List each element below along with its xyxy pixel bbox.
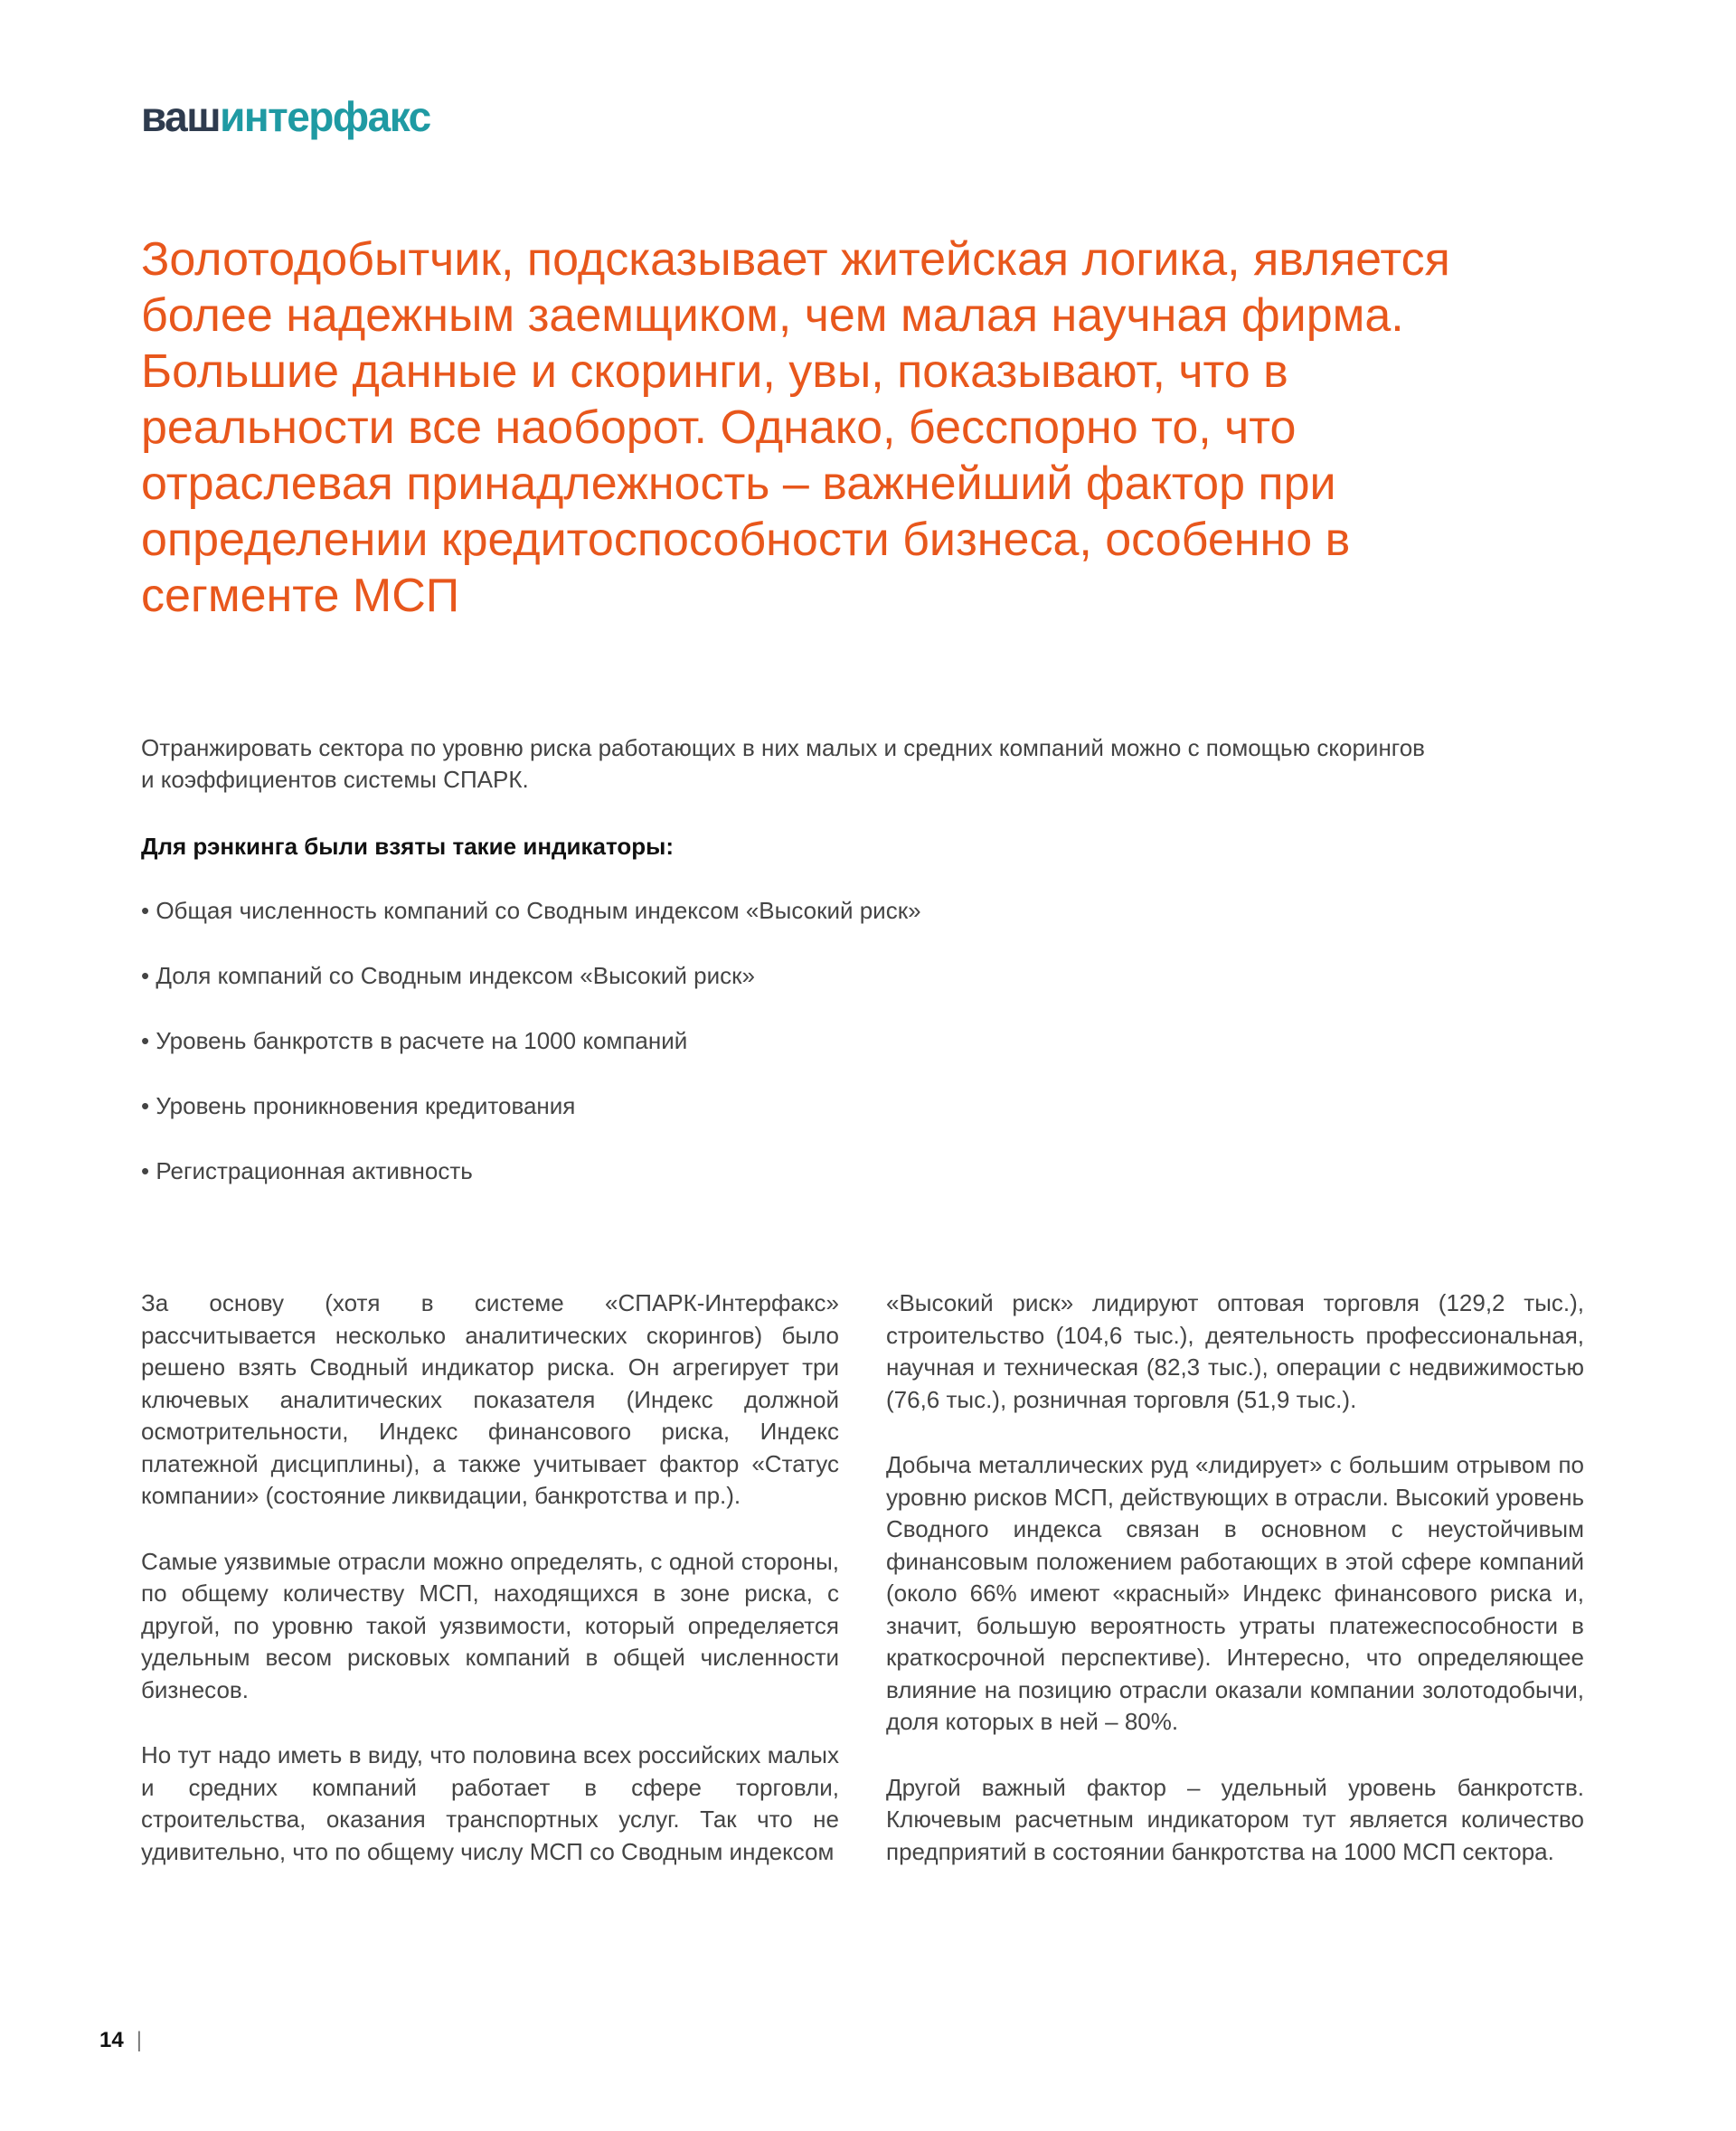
body-paragraph: Добыча металлических руд «лидирует» с большим отрывом по уровню рисков МСП, действующих в отрасли. Высокий уровень Сводного индекса связан в основном с неустойчивым финансовым положением работающих в этой сфере компаний (около 66% имеют «красный» Индекс финансового риска и, значит, большую вероятность утраты платежеспособности в краткосрочной перспективе). Интересно, что определяющее влияние на позицию отрасли оказали компании золотодобычи, доля которых в ней – 80%. <box>886 1451 1585 1735</box>
indicators-heading: Для рэнкинга были взяты такие индикаторы: <box>141 833 675 860</box>
body-column-right <box>886 1287 1584 1901</box>
page-footer <box>99 2028 142 2053</box>
brand-logo-part-1: ваш <box>141 93 221 140</box>
body-paragraph: За основу (хотя в системе «СПАРК-Интерфакс» рассчитывается несколько аналитических скорингов) было решено взять Сводный индикатор риска. Он агрегирует три ключевых аналитических показателя (Индекс должной осмотрительности, Индекс финансового риска, Индекс платежной дисциплины), а также учитывает фактор «Статус компании» (состояние ликвидации, банкротства и пр.). <box>141 1289 839 1509</box>
brand-logo-part-2: интерфакс <box>220 93 430 140</box>
intro-paragraph: Отранжировать сектора по уровню риска работающих в них малых и средних компаний можно с помощью скорингов и коэффициентов системы СПАРК. <box>141 734 1425 793</box>
lead-paragraph: Золотодобытчик, подсказывает житейская логика, является более надежным заемщиком, чем малая научная фирма. Большие данные и скоринги, увы, показывают, что в реальности все наоборот. Однако, бесспорно то, что отраслевая принадлежность – важнейший фактор при определении кредитоспособности бизнеса, особенно в сегменте МСП <box>141 233 1450 622</box>
body-paragraph: Но тут надо иметь в виду, что половина всех российских малых и средних компаний работает в сфере торговли, строительства, оказания транспортных услуг. Так что не удивительно, что по общему числу МСП со Сводным индексом <box>141 1741 839 1865</box>
body-paragraph: Самые уязвимые отрасли можно определять, с одной стороны, по общему количеству МСП, находящихся в зоне риска, с другой, по уровню такой уязвимости, который определяется удельным весом рисковых компаний в общей численности бизнесов. <box>141 1547 839 1703</box>
indicator-item: • Доля компаний со Сводным индексом «Высокий риск» <box>141 960 921 1025</box>
page-number-separator: | <box>136 2028 142 2052</box>
indicator-item: • Регистрационная активность <box>141 1155 921 1221</box>
indicator-item: • Общая численность компаний со Сводным индексом «Высокий риск» <box>141 895 921 960</box>
body-paragraph: «Высокий риск» лидируют оптовая торговля (129,2 тыс.), строительство (104,6 тыс.), деятельность профессиональная, научная и техническая (82,3 тыс.), операции с недвижимостью (76,6 тыс.), розничная торговля (51,9 тыс.). <box>886 1289 1584 1413</box>
body-paragraph: Другой важный фактор – удельный уровень банкротств. Ключевым расчетным индикатором тут является количество предприятий в состоянии банкротства на 1000 МСП сектора. <box>886 1773 1584 1865</box>
body-column-left <box>141 1287 839 1901</box>
brand-logo <box>141 93 430 140</box>
indicator-item: • Уровень банкротств в расчете на 1000 компаний <box>141 1025 921 1090</box>
indicator-item: • Уровень проникновения кредитования <box>141 1090 921 1155</box>
page-number: 14 <box>99 2028 124 2052</box>
indicators-list <box>141 895 921 1221</box>
